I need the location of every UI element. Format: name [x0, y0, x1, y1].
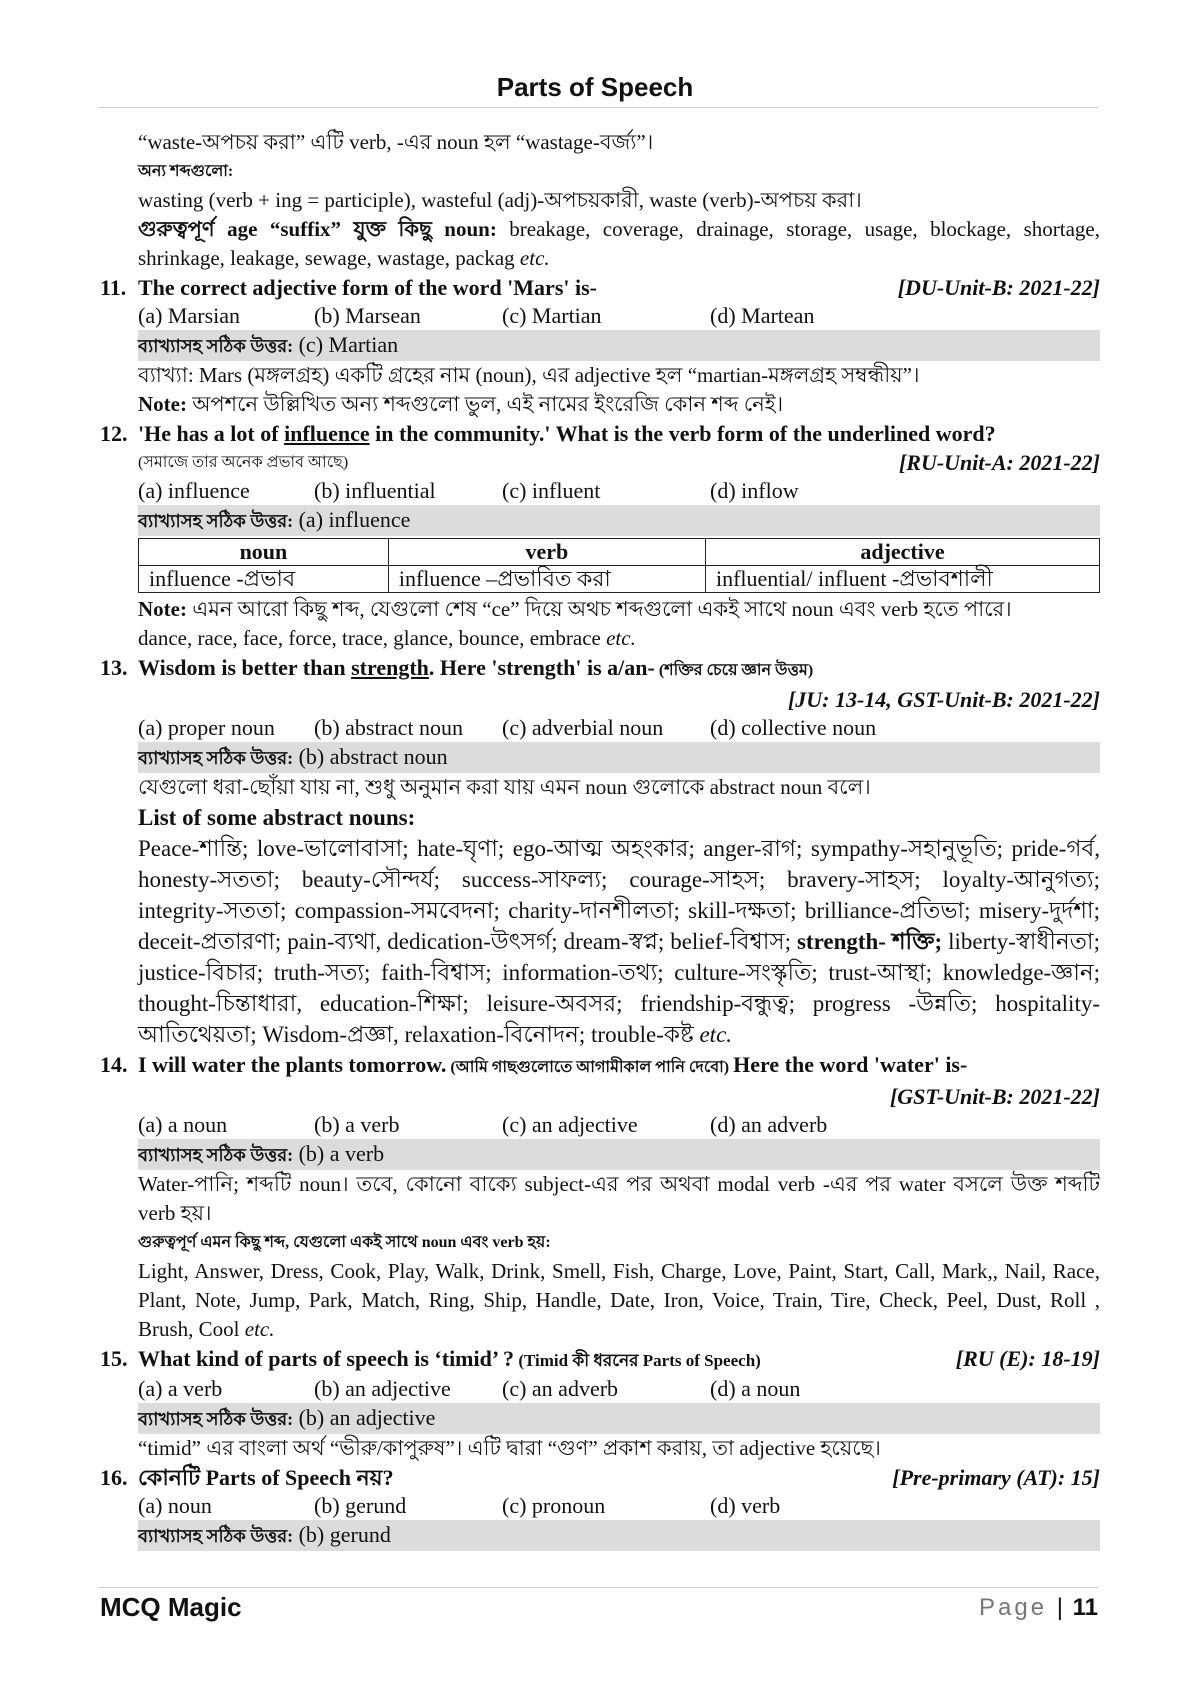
question-15 [100, 1344, 1100, 1375]
answer-box [138, 1403, 1100, 1434]
table-cell: influential/ influent -প্রভাবশালী [705, 566, 1099, 593]
option-b: (b) abstract noun [314, 715, 464, 740]
explanation: যেগুলো ধরা-ছোঁয়া যায় না, শুধু অনুমান করা যায় এমন noun গুলোকে abstract noun বলে। [138, 775, 871, 799]
answer-label: ব্যাখ্যাসহ সঠিক উত্তর: [138, 748, 294, 768]
question-translation: (সমাজে তার অনেক প্রভাব আছে) [138, 454, 349, 471]
option-b: (b) influential [314, 478, 436, 503]
options [100, 302, 1100, 330]
question-source: [GST-Unit-B: 2021-22] [889, 1084, 1100, 1109]
intro-line: “waste-অপচয় করা” এটি verb, -এর noun হল “wastage-বর্জ্য”। [138, 130, 654, 154]
question-translation: (Timid কী ধরনের Parts of Speech) [514, 1351, 761, 1370]
question-number: 16. [100, 1465, 128, 1490]
answer-label: ব্যাখ্যাসহ সঠিক উত্তর: [138, 511, 294, 531]
note-label: Note: [138, 392, 187, 416]
option-d: (d) collective noun [710, 715, 877, 740]
question-text: 'He has a lot of [138, 421, 285, 446]
option-c: (c) an adjective [502, 1112, 638, 1137]
option-a: (a) influence [138, 478, 250, 503]
underlined-word: strength [351, 655, 429, 680]
option-c: (c) an adverb [502, 1376, 619, 1401]
table-header: noun [139, 539, 389, 566]
list-text-bold: strength- শক্তি; [796, 929, 943, 954]
etc-text: etc. [244, 1317, 275, 1341]
answer-label: ব্যাখ্যাসহ সঠিক উত্তর: [138, 1145, 294, 1165]
option-a: (a) proper noun [138, 715, 275, 740]
etc-text: etc. [606, 626, 636, 650]
answer-text: (a) influence [293, 507, 411, 532]
table-header: adjective [705, 539, 1099, 566]
table-cell: influence –প্রভাবিত করা [388, 566, 705, 593]
etc-text: etc. [699, 1022, 733, 1047]
page-title: Parts of Speech [496, 72, 694, 102]
note-text: অপশনে উল্লিখিত অন্য শব্দগুলো ভুল, এই নামের ইংরেজি কোন শব্দ নেই। [186, 392, 784, 416]
options [100, 1375, 1100, 1403]
intro-line-2: wasting (verb + ing = participle), wasteful (adj)-অপচয়কারী, waste (verb)-অপচয় করা। [138, 188, 862, 212]
option-d: (d) a noun [710, 1376, 801, 1401]
question-number: 14. [100, 1052, 128, 1077]
answer-text: (b) a verb [293, 1141, 385, 1166]
page-number: 11 [1072, 1594, 1098, 1621]
answer-box [138, 1520, 1100, 1551]
other-words-label: অন্য শব্দগুলো: [138, 163, 234, 180]
answer-text: (c) Martian [293, 332, 399, 357]
list-text-cont: liberty-স্বাধীনতা; justice-বিচার; truth-সত্য; faith-বিশ্বাস; information-তথ্য; culture-সংস্কৃতি; trust-আস্থা; knowledge-জ্ঞান; thought-চিন্তাধারা, education-শিক্ষা; leisure-অবসর; friendship-বন্ধুত্ব; progress -উন্নতি; hospitality-আতিথেয়তা; Wisdom-প্রজ্ঞা, relaxation-বিনোদন; trouble-কষ্ট [138, 929, 1100, 1047]
answer-box [138, 742, 1100, 773]
option-d: (d) verb [710, 1493, 781, 1518]
list-title: গুরুত্বপূর্ণ এমন কিছু শব্দ, যেগুলো একই সাথে noun এবং verb হয়: [138, 1234, 551, 1251]
question-text: Wisdom is better than [138, 655, 352, 680]
noun-verb-list [100, 1257, 1100, 1344]
option-b: (b) a verb [314, 1112, 400, 1137]
explanation: ব্যাখ্যা: Mars (মঙ্গলগ্রহ) একটি গ্রহের নাম (noun), এর adjective হল “martian-মঙ্গলগ্রহ সম্বন্ধীয়”। [138, 363, 920, 387]
question-text: কোনটি Parts of Speech নয়? [138, 1465, 394, 1490]
table-row [139, 566, 1100, 593]
option-c: (c) pronoun [502, 1493, 606, 1518]
page-label: Page [978, 1594, 1048, 1621]
answer-text: (b) abstract noun [293, 744, 448, 769]
answer-label: ব্যাখ্যাসহ সঠিক উত্তর: [138, 1409, 294, 1429]
question-source: [RU-Unit-A: 2021-22] [898, 450, 1100, 475]
option-b: (b) an adjective [314, 1376, 451, 1401]
question-text-cont: Here the word 'water' is- [733, 1052, 968, 1077]
footer-divider [98, 1587, 1098, 1588]
question-14 [100, 1050, 1100, 1082]
question-12 [100, 419, 1100, 448]
option-a: (a) noun [138, 1493, 212, 1518]
note [100, 390, 1100, 419]
question-11 [100, 273, 1100, 302]
word-forms-table [138, 538, 1100, 593]
list-text: Peace-শান্তি; love-ভালোবাসা; hate-ঘৃণা; ego-আত্ম অহংকার; anger-রাগ; sympathy-সহানুভূতি; pride-গর্ব, honesty-সততা; beauty-সৌন্দর্য; success-সাফল্য; courage-সাহস; bravery-সাহস; loyalty-আনুগত্য; integrity-সততা; compassion-সমবেদনা; charity-দানশীলতা; skill-দক্ষতা; brilliance-প্রতিভা; misery-দুর্দশা; deceit-প্রতারণা; pain-ব্যথা, dedication-উৎসর্গ; dream-স্বপ্ন; belief-বিশ্বাস; [138, 836, 1100, 954]
footer-page [979, 1594, 1098, 1622]
question-source: [RU (E): 18-19] [955, 1346, 1100, 1371]
underlined-word: influence [284, 421, 370, 446]
explanation: “timid” এর বাংলা অর্থ “ভীরু/কাপুরুষ”। এটি দ্বারা “গুণ” প্রকাশ করায়, তা adjective হয়েছে। [138, 1436, 881, 1460]
question-source: [JU: 13-14, GST-Unit-B: 2021-22] [787, 687, 1100, 712]
table-cell: influence -প্রভাব [139, 566, 389, 593]
option-b: (b) gerund [314, 1493, 407, 1518]
explanation: Water-পানি; শব্দটি noun। তবে, কোনো বাক্যে subject-এর পর অথবা modal verb -এর পর water বসলে উক্ত শব্দটি verb হয়। [138, 1172, 1100, 1225]
question-text: I will water the plants tomorrow. [138, 1052, 447, 1077]
answer-box [138, 1139, 1100, 1170]
question-source: [Pre-primary (AT): 15] [892, 1465, 1100, 1490]
footer-book-title: MCQ Magic [100, 1592, 242, 1622]
option-d: (d) an adverb [710, 1112, 828, 1137]
answer-text: (b) gerund [293, 1522, 391, 1547]
question-number: 13. [100, 655, 128, 680]
question-translation-row [100, 448, 1100, 477]
answer-label: ব্যাখ্যাসহ সঠিক উত্তর: [138, 1526, 294, 1546]
question-translation: (শক্তির চেয়ে জ্ঞান উত্তম) [654, 662, 814, 679]
option-a: (a) Marsian [138, 303, 241, 328]
page-separator: | [1056, 1594, 1063, 1621]
question-13 [100, 653, 1100, 685]
suffix-label: গুরুত্বপূর্ণ age “suffix” যুক্ত কিছু noun: [138, 217, 497, 241]
list-title: List of some abstract nouns: [138, 805, 416, 830]
options [100, 477, 1100, 505]
question-source: [DU-Unit-B: 2021-22] [897, 275, 1100, 300]
option-a: (a) a noun [138, 1112, 228, 1137]
answer-label: ব্যাখ্যাসহ সঠিক উত্তর: [138, 336, 294, 356]
question-translation: (আমি গাছগুলোতে আগামীকাল পানি দেবো) [446, 1059, 734, 1076]
question-text-cont: in the community.' What is the verb form of the underlined word? [369, 421, 996, 446]
option-c: (c) influent [502, 478, 601, 503]
page-content [100, 128, 1100, 1551]
question-number: 11. [100, 275, 127, 300]
option-a: (a) a verb [138, 1376, 223, 1401]
answer-box [138, 330, 1100, 361]
header-divider [98, 107, 1098, 108]
table-header-row [139, 539, 1100, 566]
option-d: (d) Martean [710, 303, 815, 328]
question-text: What kind of parts of speech is ‘timid’ ? [138, 1346, 515, 1371]
note-label: Note: [138, 597, 187, 621]
answer-box [138, 505, 1100, 536]
list-text: Light, Answer, Dress, Cook, Play, Walk, Drink, Smell, Fish, Charge, Love, Paint, Start, Call, Mark,, Nail, Race, Plant, Note, Jump, Park, Match, Ring, Ship, Handle, Date, Iron, Voice, Train, Tire, Check, Peel, Dust, Roll , Brush, Cool [138, 1259, 1100, 1341]
option-b: (b) Marsean [314, 303, 421, 328]
etc-text: etc. [519, 246, 550, 270]
note-text: এমন আরো কিছু শব্দ, যেগুলো শেষ “ce” দিয়ে অথচ শব্দগুলো একই সাথে noun এবং verb হতে পারে। [186, 597, 1012, 621]
question-number: 12. [100, 421, 128, 446]
options [100, 1111, 1100, 1139]
suffix-words: breakage, coverage, drainage, storage, usage, blockage, shortage, shrinkage, leakage, sewage, wastage, packag [138, 217, 1100, 270]
option-d: (d) inflow [710, 478, 799, 503]
examples [100, 624, 1100, 653]
option-c: (c) Martian [502, 303, 602, 328]
note [100, 595, 1100, 624]
options [100, 1492, 1100, 1520]
option-c: (c) adverbial noun [502, 715, 664, 740]
question-16 [100, 1463, 1100, 1492]
question-text: The correct adjective form of the word 'Mars' is- [138, 275, 597, 300]
options [100, 714, 1100, 742]
suffix-paragraph [100, 215, 1100, 273]
table-header: verb [388, 539, 705, 566]
question-text-cont: . Here 'strength' is a/an- [428, 655, 655, 680]
abstract-noun-list [100, 833, 1100, 1050]
examples-text: dance, race, face, force, trace, glance, bounce, embrace [138, 626, 601, 650]
question-number: 15. [100, 1346, 128, 1371]
answer-text: (b) an adjective [293, 1405, 436, 1430]
